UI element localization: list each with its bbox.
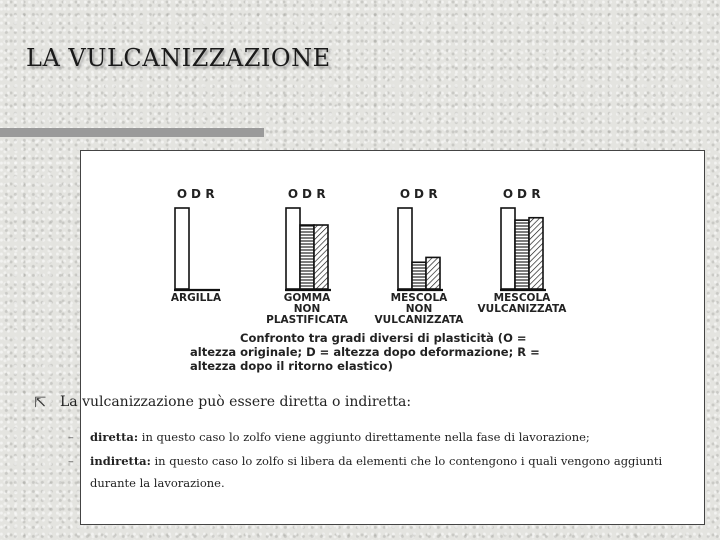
bar-O [175, 208, 189, 289]
bar-D [412, 262, 426, 289]
bar-O [286, 208, 300, 289]
sub-text-indiretta: in questo caso lo zolfo si libera da elementi che lo contengono i quali vengono aggiunti durante la lavorazione. [90, 454, 663, 490]
figure-caption: Confronto tra gradi diversi di plasticità (O = altezza originale; D = altezza dopo deformazione; R = altezza dopo il ritorno elastico) [190, 331, 540, 373]
group-label-1: ARGILLA [170, 292, 222, 304]
bar-R [314, 225, 328, 289]
term-diretta: diretta: [90, 430, 139, 444]
dash-marker: – [68, 430, 74, 444]
bullet-text: La vulcanizzazione può essere diretta o indiretta: [60, 394, 412, 410]
legend-letter-D: D [517, 187, 527, 201]
title-underline-bar [0, 128, 264, 137]
legend-letter-D: D [302, 187, 312, 201]
bar-R [426, 257, 440, 289]
sub-item-diretta [68, 426, 670, 448]
group-label-2: NON [293, 303, 321, 315]
bar-D [515, 220, 529, 289]
legend-letter-D: D [414, 187, 424, 201]
group-label-2: GOMMA [283, 292, 331, 304]
group-label-3: MESCOLA [390, 292, 448, 304]
legend-letter-O: O [502, 187, 514, 201]
sub-text-diretta: in questo caso lo zolfo viene aggiunto direttamente nella fase di lavorazione; [138, 430, 590, 444]
term-indiretta: indiretta: [90, 454, 151, 468]
bullet-item [34, 393, 412, 411]
legend-letter-R: R [531, 187, 541, 201]
bar-R [529, 218, 543, 289]
legend-letter-O: O [399, 187, 411, 201]
bar-D [300, 225, 314, 289]
group-label-3: NON [405, 303, 433, 315]
group-label-4: VULCANIZZATA [477, 303, 567, 315]
legend-letter-O: O [287, 187, 299, 201]
page-title: LA VULCANIZZAZIONE [26, 44, 331, 72]
legend-letter-O: O [176, 187, 188, 201]
group-label-3: VULCANIZZATA [374, 314, 464, 326]
legend-letter-R: R [205, 187, 215, 201]
legend-letter-D: D [191, 187, 201, 201]
legend-letter-R: R [316, 187, 326, 201]
sub-item-indiretta [68, 450, 670, 494]
bar-O [501, 208, 515, 289]
bar-O [398, 208, 412, 289]
group-label-2: PLASTIFICATA [266, 314, 348, 326]
dash-marker: – [68, 454, 74, 468]
group-label-4: MESCOLA [493, 292, 551, 304]
arrow-icon: ⇱ [34, 393, 47, 411]
legend-letter-R: R [428, 187, 438, 201]
